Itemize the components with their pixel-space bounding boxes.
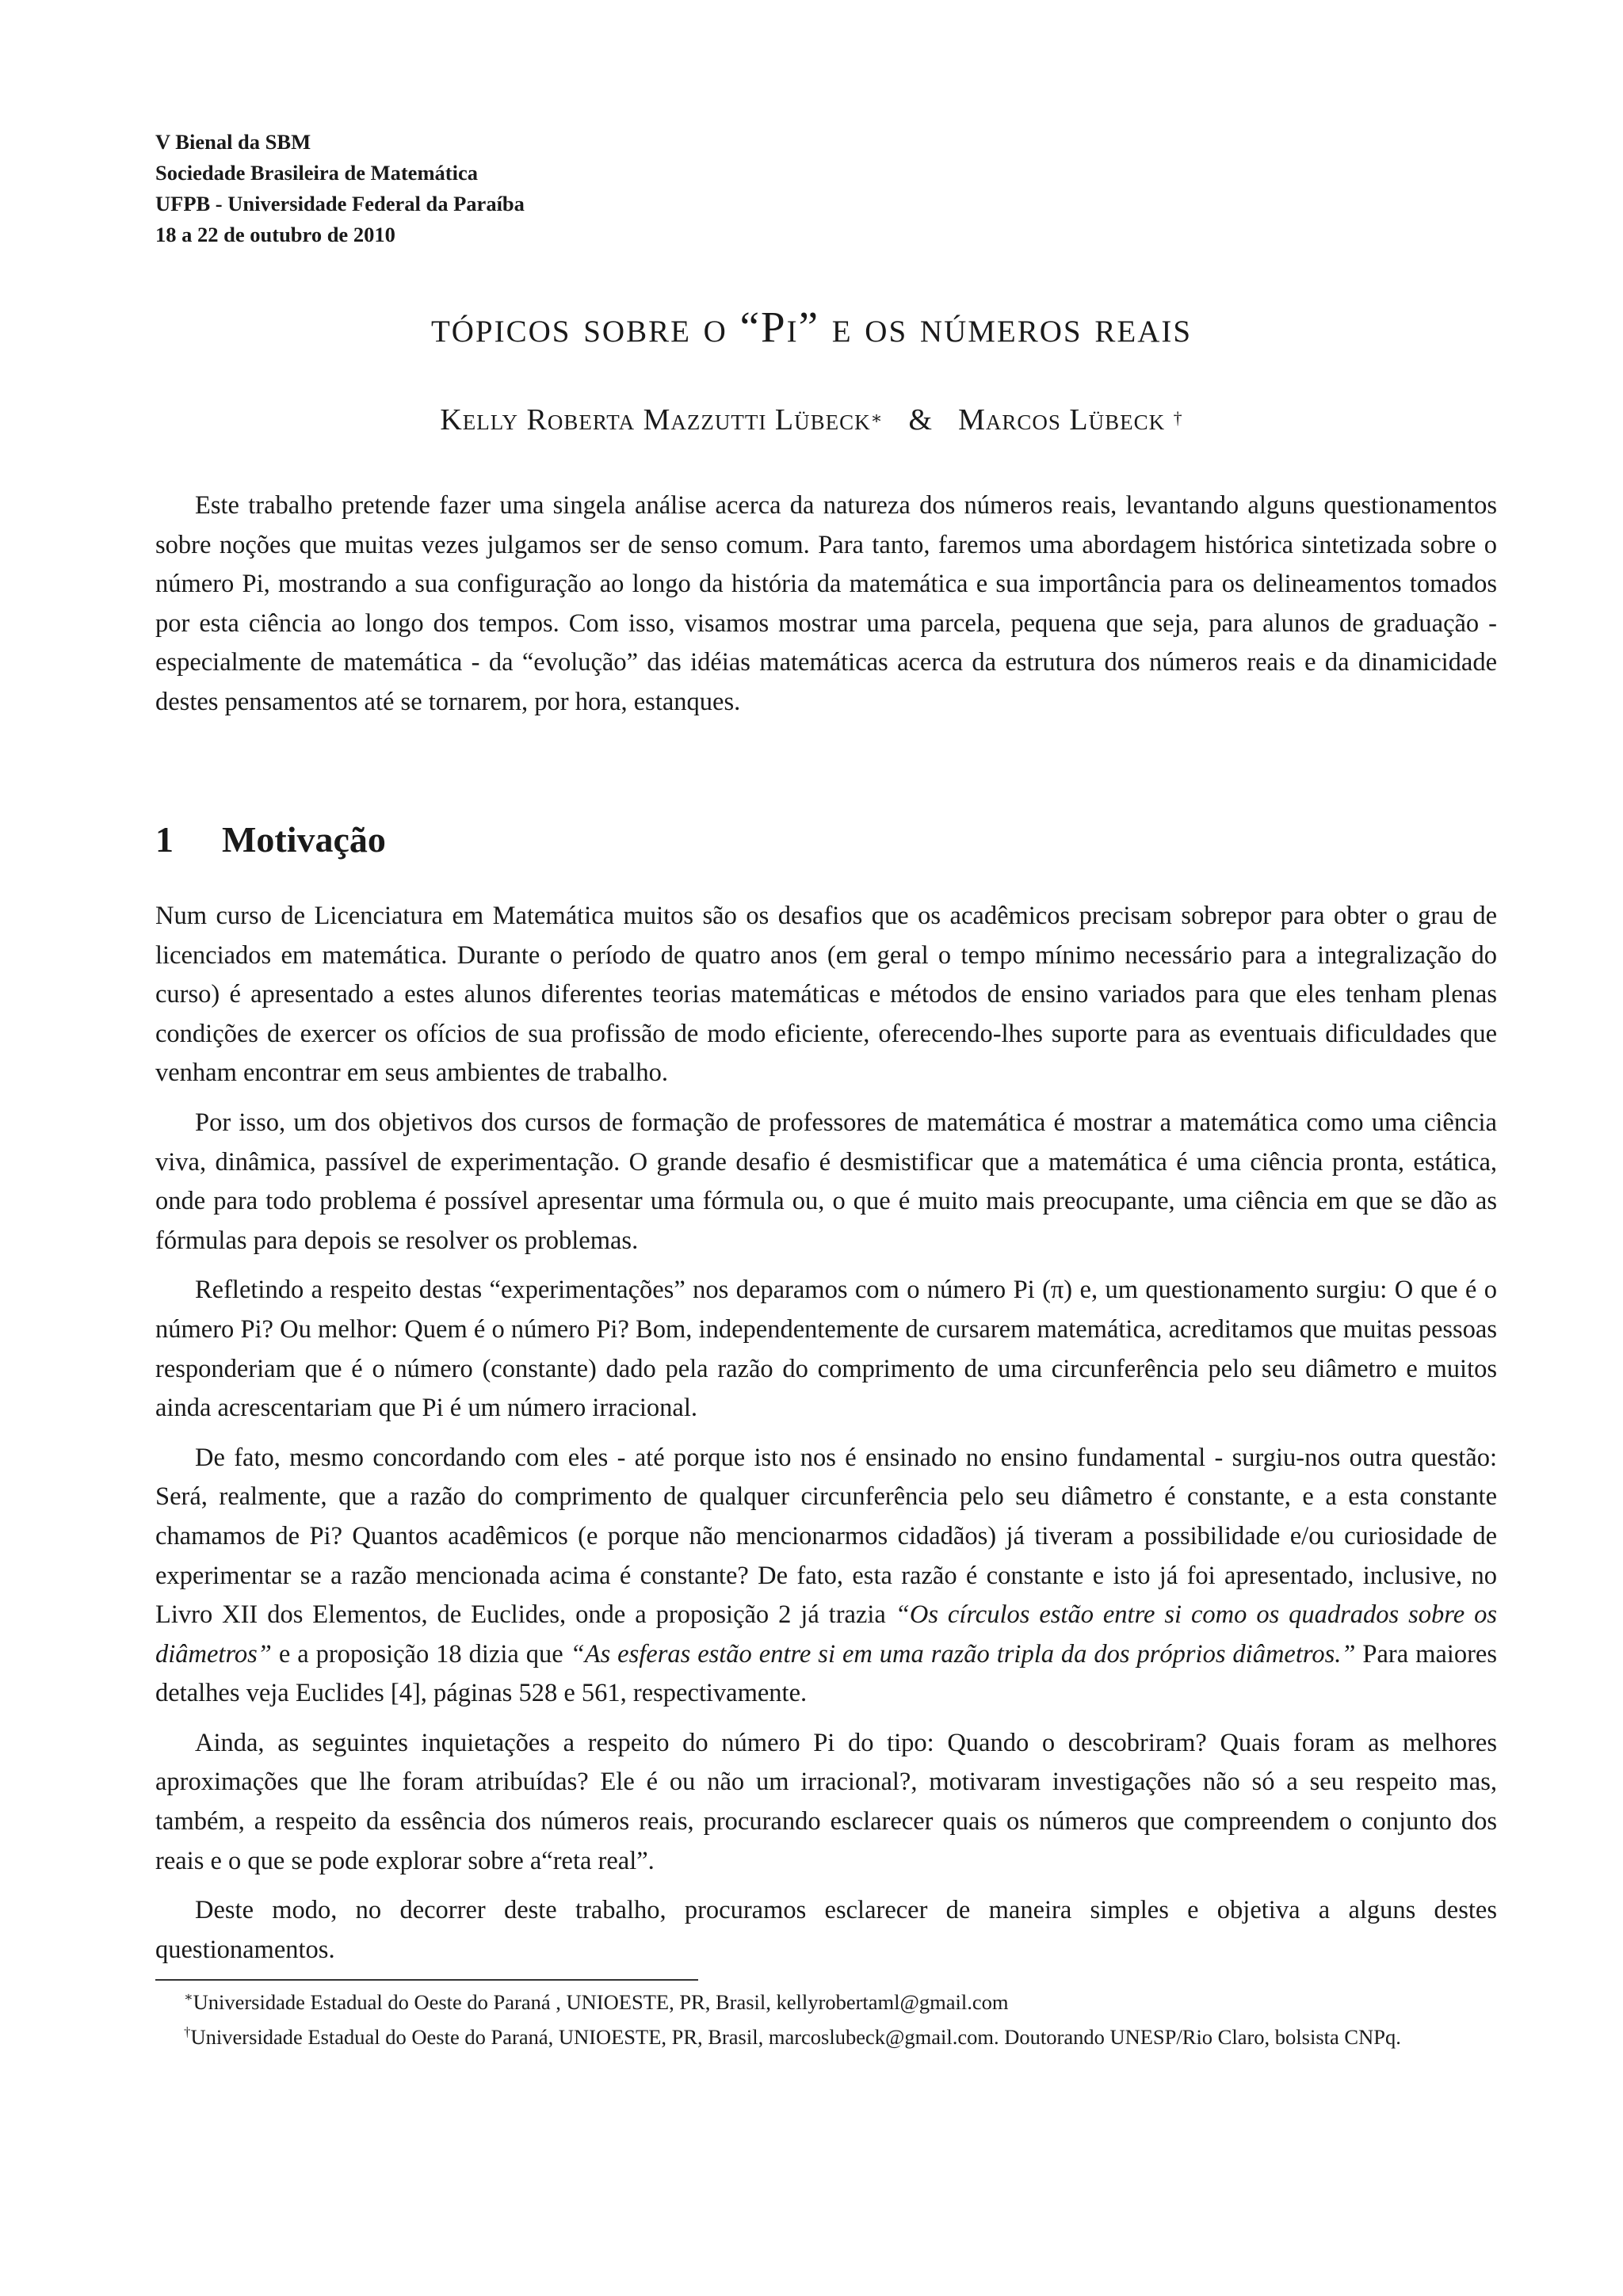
author-name: Marcos Lübeck (958, 403, 1166, 437)
section-heading (155, 816, 386, 864)
header-line-university: UFPB - Universidade Federal da Paraíba (155, 192, 525, 215)
footnote-text: Universidade Estadual do Oeste do Paraná , UNIOESTE, PR, Brasil, kellyrobertaml@gmail.com (193, 1989, 1009, 2014)
author-footnote-mark: † (1173, 408, 1183, 428)
section-body (155, 897, 1497, 1980)
author-line (0, 400, 1623, 440)
paragraph (155, 1439, 1497, 1714)
paragraph-text: e a proposição 18 dizia que (271, 1639, 571, 1669)
footnote (155, 1982, 1497, 2017)
paragraph-text: Para maiores detalhes veja Euclides [4], páginas 528 e 561, respectivamente. (155, 1639, 1497, 1708)
paragraph: Refletindo a respeito destas “experimentações” nos deparamos com o número Pi (π) e, um questionamento surgiu: O que é o número Pi? Ou melhor: Quem é o número Pi? Bom, independentemente de cursarem matemática, acreditamos que muitas pessoas responderiam que é o número (constante) dado pela razão do comprimento de uma circunferência pelo seu diâmetro e muitos ainda acrescentariam que Pi é um número irracional. (155, 1276, 1497, 1423)
author-footnote-mark: ∗ (870, 408, 884, 428)
euclid-quote: “Os círculos estão entre si como os quadrados sobre os diâmetros” (155, 1600, 1497, 1669)
header-line-society: Sociedade Brasileira de Matemática (155, 161, 478, 185)
footnotes (155, 1982, 1497, 2053)
author-separator: & (908, 403, 934, 437)
footnote-text: Universidade Estadual do Oeste do Paraná, UNIOESTE, PR, Brasil, marcoslubeck@gmail.com. Doutorando UNESP/Rio Claro, bolsista CNPq. (190, 2025, 1401, 2050)
author-name: Kelly Roberta Mazzutti Lübeck (440, 403, 871, 437)
header-line-dates: 18 a 22 de outubro de 2010 (155, 223, 395, 246)
paragraph: Ainda, as seguintes inquietações a respeito do número Pi do tipo: Quando o descobriram? Quais foram as melhores aproximações que lhe foram atribuídas? Ele é ou não um irracional?, motivaram investigações não só a seu respeito mas, também, a respeito da essência dos números reais, procurando esclarecer quais os números que compreendem o conjunto dos reais e o que se pode explorar sobre a“reta real”. (155, 1728, 1497, 1875)
footnote-mark: † (184, 2024, 191, 2040)
footnote-mark: ∗ (184, 1989, 193, 2004)
footnote (155, 2017, 1497, 2052)
footnote-divider (155, 1979, 698, 1981)
section-number: 1 (155, 819, 174, 860)
abstract-text: Este trabalho pretende fazer uma singela análise acerca da natureza dos números reais, levantando alguns questionamentos sobre noções que muitas vezes julgamos ser de senso comum. Para tanto, faremos uma abordagem histórica sintetizada sobre o número Pi, mostrando a sua configuração ao longo da história da matemática e sua importância para os delineamentos tomados por esta ciência ao longo dos tempos. Com isso, visamos mostrar uma parcela, pequena que seja, para alunos de graduação - especialmente de matemática - da “evolução” das idéias matemáticas acerca da estrutura dos números reais e da dinamicidade destes pensamentos até se tornarem, por hora, estanques. (155, 491, 1497, 716)
paragraph-text: De fato, mesmo concordando com eles - até porque isto nos é ensinado no ensino fundamental - surgiu-nos outra questão: Será, realmente, que a razão do comprimento de qualquer circunferência pelo seu diâmetro é constante, e a esta constante chamamos de Pi? Quantos acadêmicos (e porque não mencionarmos cidadãos) já tiveram a possibilidade e/ou curiosidade de experimentar se a razão mencionada acima é constante? De fato, esta razão é constante e isto já foi apresentado, inclusive, no Livro XII dos Elementos, de Euclides, onde a proposição 2 já trazia (155, 1443, 1497, 1630)
paragraph: Deste modo, no decorrer deste trabalho, procuramos esclarecer de maneira simples e objetiva a alguns destes questionamentos. (155, 1896, 1497, 1964)
paragraph: Num curso de Licenciatura em Matemática muitos são os desafios que os acadêmicos precisam sobrepor para obter o grau de licenciados em matemática. Durante o período de quatro anos (em geral o tempo mínimo necessário para a integralização do curso) é apresentado a estes alunos diferentes teorias matemáticas e métodos de ensino variados para que eles tenham plenas condições de exercer os ofícios de sua profissão de modo eficiente, oferecendo-lhes suporte para as eventuais dificuldades que venham encontrar em seus ambientes de trabalho. (155, 902, 1497, 1088)
abstract (155, 486, 1497, 722)
paper-title: tópicos sobre o “Pi” e os números reais (430, 303, 1193, 351)
paragraph: Por isso, um dos objetivos dos cursos de formação de professores de matemática é mostrar a matemática como uma ciência viva, dinâmica, passível de experimentação. O grande desafio é desmistificar que a matemática é uma ciência pronta, estática, onde para todo problema é possível apresentar uma fórmula ou, o que é muito mais preocupante, uma ciência em que se dão as fórmulas para depois se resolver os problemas. (155, 1108, 1497, 1255)
conference-header (155, 127, 525, 250)
section-title: Motivação (222, 819, 386, 860)
header-line-event: V Bienal da SBM (155, 130, 311, 154)
euclid-quote: “As esferas estão entre si em uma razão tripla da dos próprios diâmetros.” (570, 1639, 1356, 1669)
